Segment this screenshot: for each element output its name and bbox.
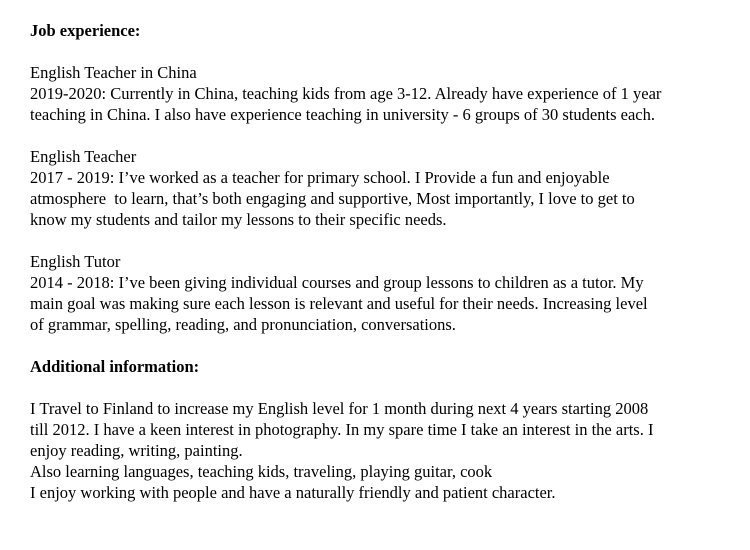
job-entry-2 <box>30 146 742 230</box>
additional-info-line: I enjoy working with people and have a naturally friendly and patient character. <box>30 483 556 502</box>
spacer <box>30 125 742 146</box>
additional-info-line: I Travel to Finland to increase my English level for 1 month during next 4 years starting 2008 <box>30 399 649 418</box>
job-entry-1 <box>30 62 742 125</box>
additional-information-heading: Additional information: <box>30 357 200 376</box>
spacer <box>30 377 742 398</box>
job-description-line: of grammar, spelling, reading, and pronunciation, conversations. <box>30 315 456 334</box>
spacer <box>30 230 742 251</box>
additional-info-line: Also learning languages, teaching kids, traveling, playing guitar, cook <box>30 462 493 481</box>
job-description-line: teaching in China. I also have experience teaching in university - 6 groups of 30 students each. <box>30 105 655 124</box>
additional-info-line: enjoy reading, writing, painting. <box>30 441 243 460</box>
job-description-line: 2017 - 2019: I’ve worked as a teacher for primary school. I Provide a fun and enjoyable <box>30 168 610 187</box>
resume-document <box>30 20 742 503</box>
job-description-line: main goal was making sure each lesson is relevant and useful for their needs. Increasing level <box>30 294 648 313</box>
job-description-line: know my students and tailor my lessons to their specific needs. <box>30 210 447 229</box>
spacer <box>30 41 742 62</box>
job-title: English Teacher in China <box>30 63 197 82</box>
additional-info-line: till 2012. I have a keen interest in photography. In my spare time I take an interest in the arts. I <box>30 420 654 439</box>
job-entry-3 <box>30 251 742 335</box>
job-experience-heading: Job experience: <box>30 21 141 40</box>
job-description-line: atmosphere to learn, that’s both engaging and supportive, Most importantly, I love to get to <box>30 189 635 208</box>
additional-information-body <box>30 398 742 503</box>
spacer <box>30 335 742 356</box>
job-title: English Teacher <box>30 147 137 166</box>
job-description-line: 2019-2020: Currently in China, teaching kids from age 3-12. Already have experience of 1 year <box>30 84 662 103</box>
job-description-line: 2014 - 2018: I’ve been giving individual courses and group lessons to children as a tutor. My <box>30 273 644 292</box>
job-title: English Tutor <box>30 252 121 271</box>
